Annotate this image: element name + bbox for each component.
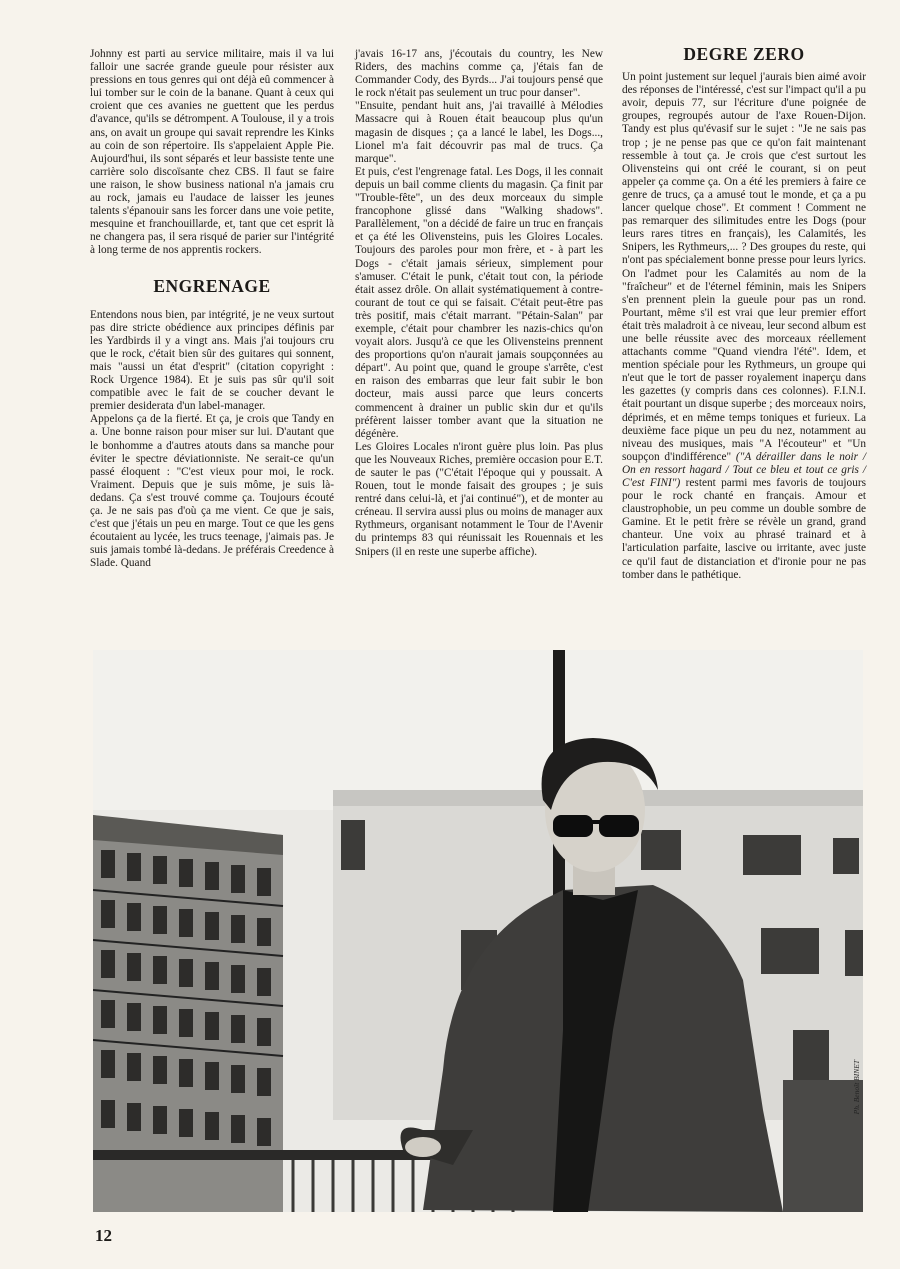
- column-3: [622, 44, 867, 582]
- section-heading-engrenage: ENGRENAGE: [153, 275, 271, 296]
- degre-zero-paragraph: [622, 71, 866, 582]
- degre-zero-text-end: restent parmi mes favoris de toujours pour le rock chanté en français. Amour et claustrophobie, un peu comme un double sombre de Gamine. Et le petit frère se révèle un grand, grand chanteur. Une voix au phrasé trainard et à l'articulation parfaite, lascive ou irritante, avec juste ce qu'il faut de distanciation et d'ironie pour ne pas tomber dans le pathétique.: [622, 477, 867, 581]
- column-1: [90, 48, 334, 570]
- col2-paragraph-1: j'avais 16-17 ans, j'écoutais du country, les New Riders, des machins comme ça, j'étais fan de Commander Cody, des Byrds... J'ai toujours pensé que le rock n'était pas seulement un truc pour danser".: [355, 48, 603, 100]
- col2-paragraph-3: Et puis, c'est l'engrenage fatal. Les Dogs, il les connait depuis un bail comme clients du magasin. Ça finit par "Trouble-fête", un des deux morceaux du simple francophone glissé dans "Walking shadows". Parallèlement, "on a décidé de faire un truc en français et ça été les Olivensteins, puis les Gloires Locales. Toujours des paroles pour mon frère, et - à part les Dogs - c'était jamais sérieux, simplement pour s'amuser. C'était le punk, c'était tout con, la période était assez drôle. On allait systématiquement à contre-courant de tout ce qui se faisait. C'était peut-être pas très positif, mais c'était marrant. "Pétain-Salan" par exemple, c'était pour chambrer les nazis-chics qu'on voyait alors. Jusqu'à ce que les Olivensteins prennent des proportions qu'on n'aurait jamais soupçonnées au départ". Au point que, quand le groupe s'arrête, c'est en raison des embarras que leur fait subir le bon docteur, mais aussi parce que leurs concerts commencent à drainer un public skin dur et qu'ils préfèrent laisser tomber avant que la situation ne dégénère.: [355, 165, 603, 440]
- col2-paragraph-2: "Ensuite, pendant huit ans, j'ai travaillé à Mélodies Massacre qui à Rouen était beaucoup plus qu'un magasin de disques ; ça a lancé le label, les Dogs..., Lionel m'a fait découvrir pas mal de trucs. Ça marque".: [355, 100, 603, 165]
- engrenage-paragraph-1: Entendons nous bien, par intégrité, je ne veux surtout pas dire stricte obédience aux principes définis par les Yardbirds il y a vingt ans. Mais j'ai toujours cru que le rock, c'était bien sûr des guitares qui sonnent, mais "aussi un état d'esprit" (citation copyright : Rock Urgence 1984). Et je suis pas sûr qu'il soit compatible avec le fait de se coucher devant le premier desiderata d'un label-manager.: [90, 308, 334, 413]
- photo-credit: Ph. Benoît BINET: [852, 1059, 861, 1114]
- section-heading-degre-zero: DEGRE ZERO: [683, 44, 805, 64]
- column-2: [355, 48, 603, 559]
- photo-illustration: [93, 650, 863, 1212]
- engrenage-paragraph-2: Appelons ça de la fierté. Et ça, je crois que Tandy en a. Une bonne raison pour miser sur lui. D'autant que le bonhomme a d'autres atouts dans sa manche pour éviter le spectre déviationniste. Ne serait-ce qu'un passé éloquent : "C'est vieux pour moi, le rock. Vraiment. Depuis que je suis môme, je suis là-dedans. Ça s'est trouvé comme ça. Toujours écouté ça. Je ne sais pas d'où ça me vient. Ce que je sais, c'est que j'étais un peu en marge. Tout ce que les gens écoutaient au lycée, les trucs teenage, j'aimais pas. Je suis jamais tombé là-dedans. Je préférais Creedence à Slade. Quand: [90, 413, 334, 570]
- intro-paragraph: Johnny est parti au service militaire, mais il va lui falloir une sacrée grande gueule pour résister aux pressions en tous genres qui ont déjà eû commencer à lui tomber sur le coin de la banane. Quant à ceux qui croient que ces avanies ne guettent que les perdus d'avance, qu'ils se détrompent. A Toulouse, il y a trois ans, on avait un groupe qui savait reprendre les Kinks au coin de son répertoire. Ils s'appelaient Apple Pie. Aujourd'hui, ils sont séparés et leur bassiste tente une carrière solo discoïsante chez CBS. Il faut se faire une raison, le show business national n'a jamais cru au rock, jamais eu l'audace de laisser les jeunes talents s'épanouir sans les forcer dans une voie petite, mesquine et franchouillarde, et, tant que cet esprit là ne changera pas, il sera risqué de parier sur l'intégrité à long terme de nos apprentis rockers.: [90, 48, 334, 257]
- photo-man-on-balcony: [93, 650, 863, 1212]
- lyrics-quote: ("A dérailler dans le noir / On en ressort hagard / Tout ce bleu et tout ce gris / C'est FINI"): [622, 450, 867, 489]
- degre-zero-text: Un point justement sur lequel j'aurais bien aimé avoir des réponses de l'intéressé, c'est sur l'impact qu'il a pu avoir, depuis 77, sur l'écriture d'une poignée de groupes, regroupés autour de l'axe Rouen-Dijon. Tandy est plus qu'évasif sur le sujet : "Je ne sais pas trop ; je ne pense pas que ce qu'on fait maintenant ressemble à tout ça. Je crois que c'est surtout les Olivensteins qui ont créé le courant, si on peut appeler ça comme ça. On a été les premiers à faire ce genre de trucs, ça a amusé tout le monde, et ça a pu lancer quelque chose". Et comment ! Comment ne pas remarquer des silimitudes entre les Dogs (pour leurs rares titres en français), les Calamités, les Snipers, les Rythmeurs,... ? Des groupes du reste, qui n'ont pas spécialement bonne presse pour leurs lyrics. On l'admet pour les Calamités au nom de la "fraîcheur" et de l'éternel féminin, mais les Snipers s'en prennent plein la gueule pour pas un rond. Pourtant, même s'il est vrai que leur premier effort était très maladroit à ce niveau, leur second album est une belle réussite avec des morceaux réellement attachants comme "Quand viendra l'été". Idem, et mention spéciale pour les Rythmeurs, un groupe qui n'eut que le tort de passer royalement inaperçu dans les gazettes (y compris dans ces colonnes). F.I.N.I. était pourtant un disque superbe ; des morceaux noirs, déprimés, et en même temps toniques et furieux. La deuxième face pique un peu du nez, notamment au niveau des musiques, mais "A l'écouteur" et "Un soupçon d'indifférence": [622, 71, 866, 463]
- page-number: 12: [95, 1226, 112, 1245]
- col2-paragraph-4: Les Gloires Locales n'iront guère plus loin. Pas plus que les Nouveaux Riches, première occasion pour E.T. de sauter le pas ("C'était l'époque qui y poussait. A Rouen, tout le monde faisait des groupes ; je suis rentré dans celui-là, et j'ai continué"), et de monter au créneau. Il servira aussi plus ou moins de manager aux Rythmeurs, organisant notamment le Tour de l'Avenir du printemps 83 qui réunissait les Rouennais et les Snipers (il en reste une superbe affiche).: [355, 440, 603, 558]
